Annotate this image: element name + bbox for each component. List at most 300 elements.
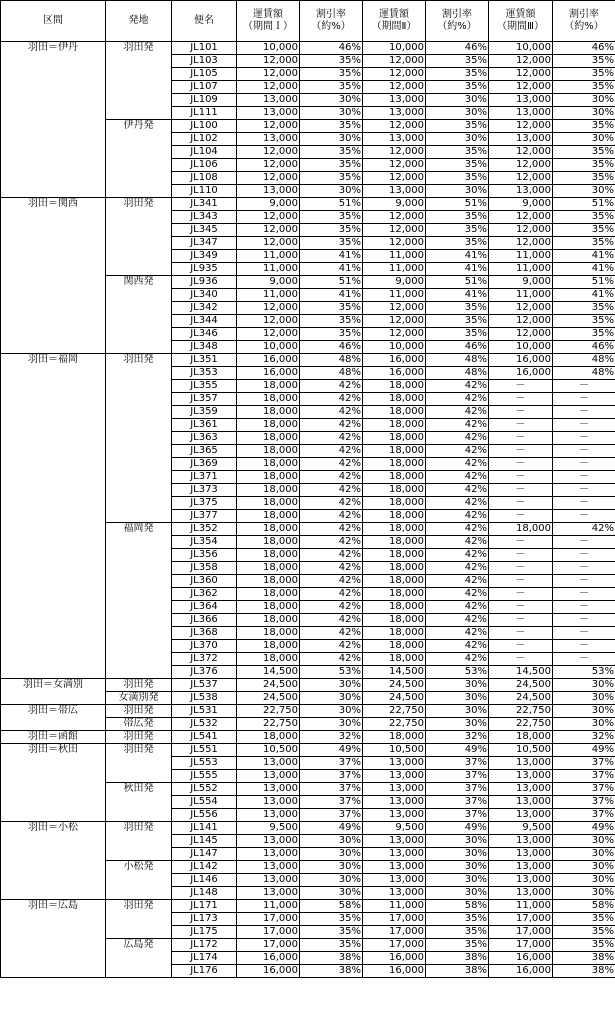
route-cell: 羽田＝帯広 (1, 705, 106, 731)
rate-period1: 35% (300, 926, 363, 939)
fare-period2: 18,000 (363, 510, 426, 523)
rate-period1: 42% (300, 393, 363, 406)
table-row (1, 354, 615, 367)
header-label: 割引率 (316, 9, 346, 20)
flight-number: JL363 (172, 432, 237, 445)
rate-period1: 35% (300, 913, 363, 926)
flight-number: JL373 (172, 484, 237, 497)
flight-number: JL141 (172, 822, 237, 835)
rate-period2: 42% (426, 380, 489, 393)
rate-period2: 51% (426, 276, 489, 289)
rate-period3: 30% (553, 874, 615, 887)
fare-period1: 18,000 (237, 380, 300, 393)
flight-number: JL554 (172, 796, 237, 809)
flight-number: JL359 (172, 406, 237, 419)
rate-period1: 42% (300, 588, 363, 601)
rate-period3: 35% (553, 315, 615, 328)
fare-period3: － (489, 380, 553, 393)
rate-period3: 35% (553, 913, 615, 926)
rate-period2: 58% (426, 900, 489, 913)
fare-period1: 12,000 (237, 159, 300, 172)
fare-period3: 22,750 (489, 705, 553, 718)
fare-period1-header (237, 1, 300, 42)
flight-number: JL340 (172, 289, 237, 302)
rate-period3: － (553, 393, 615, 406)
fare-period3: 12,000 (489, 315, 553, 328)
rate-period1: 42% (300, 419, 363, 432)
fare-period1: 16,000 (237, 367, 300, 380)
rate-period2: 30% (426, 679, 489, 692)
rate-period1: 30% (300, 887, 363, 900)
rate-period3: 35% (553, 224, 615, 237)
flight-number: JL366 (172, 614, 237, 627)
fare-period1: 13,000 (237, 874, 300, 887)
rate-period3: 46% (553, 341, 615, 354)
rate-period2: 42% (426, 523, 489, 536)
fare-period1: 18,000 (237, 406, 300, 419)
rate-period2: 32% (426, 731, 489, 744)
flight-number: JL101 (172, 42, 237, 55)
fare-period3: － (489, 406, 553, 419)
fare-period3: 24,500 (489, 692, 553, 705)
rate-period3: 41% (553, 250, 615, 263)
header-sublabel: （約%） (311, 21, 351, 32)
rate-period3: － (553, 458, 615, 471)
rate-period2: 38% (426, 965, 489, 978)
flight-header (172, 1, 237, 42)
flight-number: JL376 (172, 666, 237, 679)
fare-period1: 18,000 (237, 614, 300, 627)
fare-period1: 12,000 (237, 237, 300, 250)
fare-period3: 12,000 (489, 211, 553, 224)
rate-period3: － (553, 575, 615, 588)
fare-period1: 24,500 (237, 692, 300, 705)
rate-period3: 51% (553, 276, 615, 289)
fare-period3: 16,000 (489, 367, 553, 380)
flight-number: JL368 (172, 627, 237, 640)
flight-number: JL349 (172, 250, 237, 263)
fare-period2: 14,500 (363, 666, 426, 679)
rate-period1: 48% (300, 354, 363, 367)
rate-period3: － (553, 497, 615, 510)
table-body (1, 42, 615, 978)
origin-cell: 帯広発 (106, 718, 172, 731)
rate-period1: 42% (300, 562, 363, 575)
origin-cell: 羽田発 (106, 679, 172, 692)
rate-period2: 42% (426, 588, 489, 601)
fare-period1: 18,000 (237, 510, 300, 523)
rate-period3: 37% (553, 809, 615, 822)
fare-period2: 12,000 (363, 302, 426, 315)
fare-period3: 13,000 (489, 796, 553, 809)
fare-period2: 18,000 (363, 393, 426, 406)
fare-period3: － (489, 627, 553, 640)
fare-period1: 22,750 (237, 718, 300, 731)
rate-period1: 30% (300, 679, 363, 692)
rate-period2: 35% (426, 211, 489, 224)
flight-number: JL357 (172, 393, 237, 406)
rate-period2: 42% (426, 653, 489, 666)
fare-period3: 12,000 (489, 302, 553, 315)
fare-period1: 13,000 (237, 757, 300, 770)
fare-period1: 18,000 (237, 640, 300, 653)
table-row (1, 42, 615, 55)
rate-period2: 48% (426, 354, 489, 367)
fare-period1: 18,000 (237, 549, 300, 562)
rate-period2: 42% (426, 562, 489, 575)
table-row (1, 198, 615, 211)
rate-period2: 42% (426, 432, 489, 445)
rate-period2: 49% (426, 744, 489, 757)
rate-period3: 30% (553, 185, 615, 198)
fare-period3: 10,000 (489, 42, 553, 55)
rate-period2: 42% (426, 471, 489, 484)
rate-period1: 42% (300, 484, 363, 497)
fare-period2: 18,000 (363, 614, 426, 627)
rate-period2: 42% (426, 497, 489, 510)
rate-period3: 30% (553, 692, 615, 705)
fare-period1: 13,000 (237, 185, 300, 198)
fare-period1: 10,000 (237, 42, 300, 55)
fare-period2: 11,000 (363, 289, 426, 302)
fare-period1: 13,000 (237, 796, 300, 809)
fare-period3: 16,000 (489, 952, 553, 965)
fare-period1: 12,000 (237, 146, 300, 159)
flight-number: JL552 (172, 783, 237, 796)
fare-period3: 12,000 (489, 146, 553, 159)
rate-period3: － (553, 562, 615, 575)
rate-period2: 35% (426, 913, 489, 926)
rate-period1: 42% (300, 523, 363, 536)
rate-period2: 30% (426, 848, 489, 861)
rate-period1: 42% (300, 640, 363, 653)
fare-period3: 13,000 (489, 757, 553, 770)
rate-period1: 35% (300, 939, 363, 952)
rate-period3: 35% (553, 55, 615, 68)
fare-period3: 13,000 (489, 185, 553, 198)
fare-period2: 18,000 (363, 419, 426, 432)
fare-period2: 13,000 (363, 133, 426, 146)
fare-period2: 16,000 (363, 367, 426, 380)
fare-period2: 18,000 (363, 445, 426, 458)
fare-period3: 12,000 (489, 172, 553, 185)
fare-period1: 18,000 (237, 458, 300, 471)
flight-number: JL372 (172, 653, 237, 666)
rate-period1: 30% (300, 94, 363, 107)
rate-period2: 42% (426, 614, 489, 627)
rate-period1: 42% (300, 575, 363, 588)
flight-number: JL142 (172, 861, 237, 874)
rate-period2: 42% (426, 640, 489, 653)
fare-period1: 10,500 (237, 744, 300, 757)
fare-period2: 16,000 (363, 965, 426, 978)
flight-number: JL176 (172, 965, 237, 978)
rate-period2: 42% (426, 536, 489, 549)
flight-number: JL346 (172, 328, 237, 341)
fare-period3: － (489, 432, 553, 445)
rate-period2: 30% (426, 94, 489, 107)
fare-period2: 18,000 (363, 406, 426, 419)
flight-number: JL103 (172, 55, 237, 68)
fare-period1: 13,000 (237, 848, 300, 861)
origin-cell: 羽田発 (106, 354, 172, 523)
fare-period2: 13,000 (363, 783, 426, 796)
fare-period1: 11,000 (237, 289, 300, 302)
rate-period2: 48% (426, 367, 489, 380)
fare-period2: 13,000 (363, 770, 426, 783)
fare-period3: 11,000 (489, 289, 553, 302)
rate-period3: 58% (553, 900, 615, 913)
flight-number: JL371 (172, 471, 237, 484)
fare-period2: 12,000 (363, 81, 426, 94)
table-row (1, 731, 615, 744)
rate-period3: 35% (553, 146, 615, 159)
fare-period2-header (363, 1, 426, 42)
fare-period3: 13,000 (489, 874, 553, 887)
rate-period1: 35% (300, 315, 363, 328)
flight-number: JL375 (172, 497, 237, 510)
header-sublabel: （期間Ⅲ） (497, 21, 544, 32)
flight-number: JL370 (172, 640, 237, 653)
rate-period2: 41% (426, 289, 489, 302)
fare-period3: － (489, 419, 553, 432)
fare-period3: 13,000 (489, 133, 553, 146)
origin-cell: 羽田発 (106, 731, 172, 744)
rate-period1: 46% (300, 42, 363, 55)
fare-period2: 9,000 (363, 198, 426, 211)
rate-period3: － (553, 601, 615, 614)
rate-period1: 42% (300, 445, 363, 458)
rate-period3: 35% (553, 939, 615, 952)
fare-period3: － (489, 510, 553, 523)
fare-period1: 18,000 (237, 588, 300, 601)
rate-period2: 38% (426, 952, 489, 965)
fare-period3: 12,000 (489, 55, 553, 68)
fare-period1: 13,000 (237, 94, 300, 107)
flight-number: JL104 (172, 146, 237, 159)
fare-period2: 18,000 (363, 484, 426, 497)
flight-number: JL360 (172, 575, 237, 588)
fare-period2: 13,000 (363, 796, 426, 809)
flight-number: JL362 (172, 588, 237, 601)
rate-period3: 38% (553, 952, 615, 965)
rate-period3: 48% (553, 367, 615, 380)
rate-period1: 58% (300, 900, 363, 913)
header-label: 運賃額 (379, 9, 409, 20)
fare-period2: 10,500 (363, 744, 426, 757)
fare-period3: 24,500 (489, 679, 553, 692)
origin-cell: 羽田発 (106, 705, 172, 718)
fare-period2: 13,000 (363, 874, 426, 887)
fare-period1: 18,000 (237, 653, 300, 666)
flight-number: JL145 (172, 835, 237, 848)
rate-period3: 32% (553, 731, 615, 744)
origin-cell: 羽田発 (106, 42, 172, 120)
fare-period3: － (489, 653, 553, 666)
fare-period3: － (489, 601, 553, 614)
rate-period1: 42% (300, 458, 363, 471)
header-label: 便名 (194, 15, 214, 26)
rate-period3: － (553, 627, 615, 640)
fare-period3: － (489, 393, 553, 406)
rate-period2: 41% (426, 250, 489, 263)
rate-period2: 35% (426, 315, 489, 328)
rate-period1: 49% (300, 744, 363, 757)
fare-period2: 24,500 (363, 679, 426, 692)
flight-number: JL355 (172, 380, 237, 393)
rate-period1: 42% (300, 380, 363, 393)
fare-period2: 13,000 (363, 861, 426, 874)
origin-cell: 女満別発 (106, 692, 172, 705)
origin-cell: 福岡発 (106, 523, 172, 679)
fare-period1: 18,000 (237, 445, 300, 458)
fare-period2: 18,000 (363, 588, 426, 601)
fare-period3: 18,000 (489, 731, 553, 744)
rate-period3: 37% (553, 770, 615, 783)
rate-period3: 30% (553, 94, 615, 107)
fare-period3: － (489, 536, 553, 549)
rate-period1: 41% (300, 289, 363, 302)
flight-number: JL100 (172, 120, 237, 133)
section-header (1, 1, 106, 42)
rate-period1: 35% (300, 120, 363, 133)
origin-cell: 羽田発 (106, 822, 172, 861)
fare-period3: － (489, 640, 553, 653)
rate-period3: 46% (553, 42, 615, 55)
rate-period2: 42% (426, 575, 489, 588)
flight-number: JL171 (172, 900, 237, 913)
route-cell: 羽田＝秋田 (1, 744, 106, 822)
fare-period3: 10,000 (489, 341, 553, 354)
fare-period2: 18,000 (363, 731, 426, 744)
fare-period3: － (489, 471, 553, 484)
rate-period2: 42% (426, 445, 489, 458)
header-label: 割引率 (442, 9, 472, 20)
rate-period3: － (553, 510, 615, 523)
fare-period1: 18,000 (237, 497, 300, 510)
flight-number: JL532 (172, 718, 237, 731)
rate-period2: 30% (426, 692, 489, 705)
fare-period3: 16,000 (489, 965, 553, 978)
rate-period2: 35% (426, 55, 489, 68)
fare-period2: 12,000 (363, 146, 426, 159)
rate-period2: 37% (426, 796, 489, 809)
flight-number: JL174 (172, 952, 237, 965)
rate-period1: 37% (300, 770, 363, 783)
flight-number: JL109 (172, 94, 237, 107)
fare-period3: 12,000 (489, 68, 553, 81)
rate-period1: 30% (300, 874, 363, 887)
rate-period1: 51% (300, 276, 363, 289)
fare-period2: 18,000 (363, 380, 426, 393)
fare-period3: 17,000 (489, 939, 553, 952)
rate-period1: 30% (300, 133, 363, 146)
fare-period3: 12,000 (489, 237, 553, 250)
flight-number: JL173 (172, 913, 237, 926)
rate-period3: 30% (553, 835, 615, 848)
rate-period1: 35% (300, 237, 363, 250)
rate-period1: 42% (300, 432, 363, 445)
fare-period3: 11,000 (489, 263, 553, 276)
rate-period2: 35% (426, 172, 489, 185)
rate-period3: 37% (553, 783, 615, 796)
fare-period3: 13,000 (489, 861, 553, 874)
rate-period3: 30% (553, 861, 615, 874)
rate-period3: 51% (553, 198, 615, 211)
rate-period2: 46% (426, 42, 489, 55)
fare-period1: 11,000 (237, 900, 300, 913)
header-sublabel: （期間Ｉ） (243, 21, 293, 32)
fare-period3: 14,500 (489, 666, 553, 679)
rate-period2: 30% (426, 185, 489, 198)
fare-period1: 12,000 (237, 172, 300, 185)
fare-period3: 11,000 (489, 900, 553, 913)
origin-cell: 小松発 (106, 861, 172, 900)
rate-period3: － (553, 588, 615, 601)
rate-period1: 38% (300, 952, 363, 965)
flight-number: JL365 (172, 445, 237, 458)
rate-period3: － (553, 549, 615, 562)
fare-period3: 13,000 (489, 835, 553, 848)
fare-period3-header (489, 1, 553, 42)
flight-number: JL936 (172, 276, 237, 289)
header-label: 運賃額 (253, 9, 283, 20)
rate-period3: 35% (553, 328, 615, 341)
fare-period2: 18,000 (363, 601, 426, 614)
fare-period3: 13,000 (489, 107, 553, 120)
rate-period1: 42% (300, 536, 363, 549)
rate-period3: － (553, 419, 615, 432)
rate-period2: 37% (426, 770, 489, 783)
fare-period2: 13,000 (363, 835, 426, 848)
fare-period2: 24,500 (363, 692, 426, 705)
rate-period2: 42% (426, 458, 489, 471)
flight-number: JL369 (172, 458, 237, 471)
fare-period1: 13,000 (237, 861, 300, 874)
fare-period1: 18,000 (237, 627, 300, 640)
rate-period2: 30% (426, 887, 489, 900)
fare-period3: － (489, 497, 553, 510)
fare-period2: 13,000 (363, 107, 426, 120)
rate-period2: 30% (426, 718, 489, 731)
origin-cell: 羽田発 (106, 900, 172, 939)
fare-period1: 12,000 (237, 120, 300, 133)
fare-period1: 22,750 (237, 705, 300, 718)
fare-period1: 12,000 (237, 81, 300, 94)
flight-number: JL105 (172, 68, 237, 81)
rate-period1: 42% (300, 614, 363, 627)
fare-period3: 10,500 (489, 744, 553, 757)
fare-period1: 18,000 (237, 523, 300, 536)
rate-period2: 30% (426, 133, 489, 146)
fare-period3: 17,000 (489, 926, 553, 939)
rate-period2: 35% (426, 926, 489, 939)
rate-period1: 48% (300, 367, 363, 380)
rate-period1: 35% (300, 328, 363, 341)
fare-period1: 13,000 (237, 783, 300, 796)
flight-number: JL358 (172, 562, 237, 575)
rate-period2: 42% (426, 549, 489, 562)
rate-period1: 30% (300, 692, 363, 705)
rate-period3: － (553, 653, 615, 666)
rate-period2: 35% (426, 939, 489, 952)
rate-period1: 42% (300, 627, 363, 640)
fare-period2: 18,000 (363, 640, 426, 653)
route-cell: 羽田＝伊丹 (1, 42, 106, 198)
table-row (1, 822, 615, 835)
flight-number: JL172 (172, 939, 237, 952)
header-sublabel: （約%） (437, 21, 477, 32)
